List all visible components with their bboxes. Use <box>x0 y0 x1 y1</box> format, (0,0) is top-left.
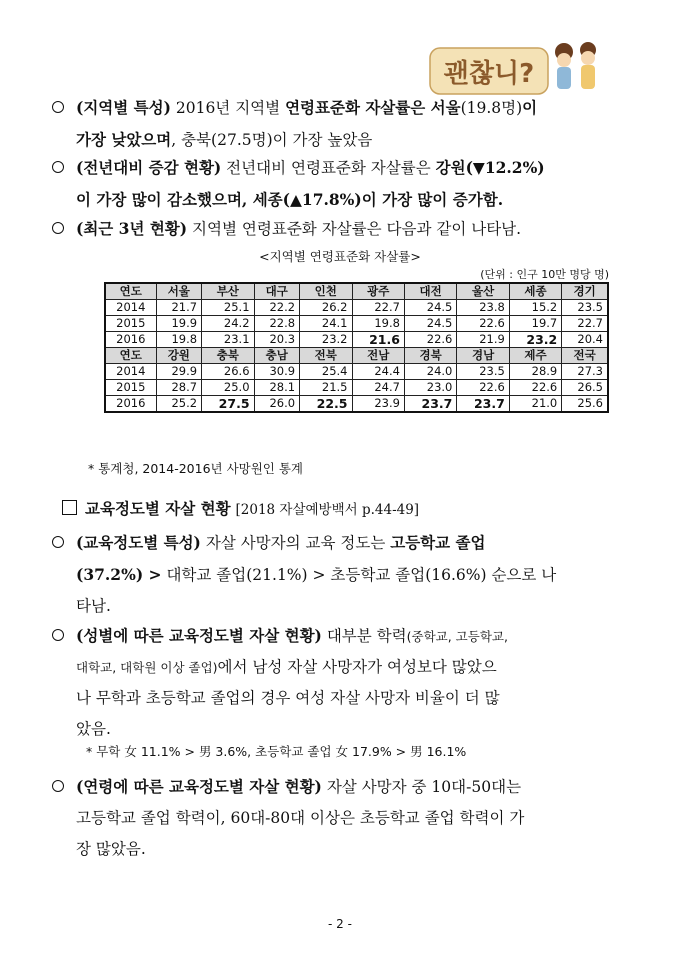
rate-cell: 22.2 <box>254 300 300 316</box>
text: 연령표준화 자살률은 <box>291 159 436 177</box>
text-bold: 이 <box>522 98 538 117</box>
section-heading <box>62 497 419 522</box>
rate-cell: 24.7 <box>352 380 404 396</box>
text-bold: 가장 낮았으며 <box>76 130 172 149</box>
rate-cell: 25.2 <box>156 396 202 413</box>
rate-cell: 23.7 <box>457 396 509 413</box>
table-header-cell: 연도 <box>105 348 156 364</box>
circle-bullet-icon <box>52 629 64 641</box>
table-row <box>105 380 608 396</box>
rate-cell: 24.2 <box>202 316 254 332</box>
rate-cell: 22.6 <box>457 380 509 396</box>
text: 았음. <box>76 720 111 738</box>
heading: (전년대비 증감 현황) <box>76 158 222 177</box>
text-small: 대학교, 대학원 이상 졸업) <box>76 660 218 675</box>
table-header-row <box>105 283 608 300</box>
rate-cell: 23.2 <box>300 332 352 348</box>
paragraph-education-by-gender <box>76 620 621 745</box>
text: 장 많았음. <box>76 840 146 858</box>
rate-cell: 25.4 <box>300 364 352 380</box>
heading: (지역별 특성) <box>76 98 171 117</box>
rate-cell: 28.9 <box>509 364 561 380</box>
table-header-cell: 전국 <box>562 348 608 364</box>
text: 자살 사망자의 교육 정도는 <box>200 534 391 552</box>
year-cell: 2014 <box>105 300 156 316</box>
table-header-cell: 제주 <box>509 348 561 364</box>
heading: (연령에 따른 교육정도별 자살 현황) <box>76 777 322 796</box>
text: 대부분 학력 <box>321 627 407 645</box>
rate-cell: 21.9 <box>457 332 509 348</box>
rate-cell: 19.7 <box>509 316 561 332</box>
gender-note: * 무학 女 11.1% > 男 3.6%, 초등학교 졸업 女 17.9% > 男 16.1% <box>86 744 467 759</box>
table-header-cell: 울산 <box>457 283 509 300</box>
table-header-cell: 서울 <box>156 283 202 300</box>
rate-cell: 26.2 <box>300 300 352 316</box>
rate-cell: 24.0 <box>404 364 456 380</box>
table-header-cell: 전남 <box>352 348 404 364</box>
page-number: - 2 - <box>328 917 352 931</box>
logo-text: 괜찮니? <box>443 59 535 89</box>
paragraph-recent-3yr <box>76 213 621 245</box>
table-unit: (단위 : 인구 10만 명당 명) <box>480 268 609 281</box>
year-cell: 2015 <box>105 316 156 332</box>
rate-cell: 30.9 <box>254 364 300 380</box>
rate-cell: 19.8 <box>156 332 202 348</box>
rate-cell: 23.1 <box>202 332 254 348</box>
rate-cell: 23.2 <box>509 332 561 348</box>
rate-cell: 22.6 <box>457 316 509 332</box>
rate-cell: 23.8 <box>457 300 509 316</box>
rate-cell: 22.6 <box>404 332 456 348</box>
rate-cell: 21.7 <box>156 300 202 316</box>
year-cell: 2016 <box>105 396 156 413</box>
text: 고등학교 졸업 학력이, 60대-80대 이상은 초등학교 졸업 학력이 가 <box>76 809 525 827</box>
paragraph-education-by-age <box>76 771 621 865</box>
table-header-cell: 연도 <box>105 283 156 300</box>
text-bold: 강원(▼12.2%) <box>435 158 545 177</box>
rate-cell: 25.6 <box>562 396 608 413</box>
text-small: (중학교, 고등학교, <box>406 629 508 644</box>
paragraph-regional-characteristics <box>76 92 621 156</box>
table-row <box>105 396 608 413</box>
rate-cell: 22.8 <box>254 316 300 332</box>
rate-cell: 20.3 <box>254 332 300 348</box>
table-row <box>105 364 608 380</box>
paragraph-yoy-change <box>76 152 621 215</box>
table-header-cell: 인천 <box>300 283 352 300</box>
table-header-cell: 충북 <box>202 348 254 364</box>
table-header-cell: 강원 <box>156 348 202 364</box>
text: (19.8명) <box>460 99 523 117</box>
table-row <box>105 316 608 332</box>
table-header-cell: 대전 <box>404 283 456 300</box>
text-bold: 고등학교 졸업 <box>390 533 486 552</box>
rate-cell: 21.6 <box>352 332 404 348</box>
square-bullet-icon <box>62 500 77 515</box>
rate-cell: 15.2 <box>509 300 561 316</box>
text-bold: 연령표준화 자살률은 서울 <box>285 98 461 117</box>
circle-bullet-icon <box>52 161 64 173</box>
table-header-cell: 경북 <box>404 348 456 364</box>
rate-cell: 28.7 <box>156 380 202 396</box>
table-header-cell: 부산 <box>202 283 254 300</box>
circle-bullet-icon <box>52 101 64 113</box>
rate-cell: 25.0 <box>202 380 254 396</box>
table-header-cell: 경기 <box>562 283 608 300</box>
rate-cell: 20.4 <box>562 332 608 348</box>
text: 2016년 지역별 <box>170 99 286 117</box>
rate-cell: 23.7 <box>404 396 456 413</box>
rate-cell: 22.6 <box>509 380 561 396</box>
text: 나 무학과 초등학교 졸업의 경우 여성 자살 사망자 비율이 더 많 <box>76 689 500 707</box>
rate-cell: 24.5 <box>404 316 456 332</box>
rate-cell: 26.6 <box>202 364 254 380</box>
text-bold: 이 가장 많이 감소했으며, 세종(▲17.8%)이 가장 많이 증가함. <box>76 190 504 209</box>
suicide-rate-table <box>104 282 609 413</box>
source-note: * 통계청, 2014-2016년 사망원인 통계 <box>88 461 304 476</box>
rate-cell: 27.5 <box>202 396 254 413</box>
rate-cell: 22.7 <box>352 300 404 316</box>
rate-cell: 24.5 <box>404 300 456 316</box>
text: 대학교 졸업(21.1%) > 초등학교 졸업(16.6%) 순으로 나 <box>161 566 557 584</box>
year-cell: 2016 <box>105 332 156 348</box>
section-title: 교육정도별 자살 현황 <box>85 499 231 518</box>
rate-cell: 24.4 <box>352 364 404 380</box>
rate-cell: 29.9 <box>156 364 202 380</box>
table-header-cell: 세종 <box>509 283 561 300</box>
rate-cell: 23.9 <box>352 396 404 413</box>
circle-bullet-icon <box>52 222 64 234</box>
table-header-cell: 대구 <box>254 283 300 300</box>
table-header-cell: 충남 <box>254 348 300 364</box>
rate-cell: 19.8 <box>352 316 404 332</box>
rate-cell: 26.5 <box>562 380 608 396</box>
table-header-cell: 광주 <box>352 283 404 300</box>
text: 자살 사망자 중 10대-50대는 <box>321 778 522 796</box>
heading: (교육정도별 특성) <box>76 533 201 552</box>
heading: (성별에 따른 교육정도별 자살 현황) <box>76 626 322 645</box>
text: 타남. <box>76 597 111 615</box>
rate-cell: 23.5 <box>562 300 608 316</box>
rate-cell: 22.7 <box>562 316 608 332</box>
rate-cell: 25.1 <box>202 300 254 316</box>
circle-bullet-icon <box>52 536 64 548</box>
year-cell: 2014 <box>105 364 156 380</box>
table-header-cell: 경남 <box>457 348 509 364</box>
text-bold: (37.2%) > <box>76 565 162 584</box>
rate-cell: 23.0 <box>404 380 456 396</box>
table-header-row <box>105 348 608 364</box>
rate-cell: 26.0 <box>254 396 300 413</box>
table-header-cell: 전북 <box>300 348 352 364</box>
rate-cell: 28.1 <box>254 380 300 396</box>
table-row <box>105 332 608 348</box>
rate-cell: 19.9 <box>156 316 202 332</box>
heading: (최근 3년 현황) <box>76 219 188 238</box>
rate-cell: 21.0 <box>509 396 561 413</box>
text: 지역별 연령표준화 자살률은 다음과 같이 나타남. <box>187 220 522 238</box>
table-row <box>105 300 608 316</box>
text: 전년대비 <box>221 159 291 177</box>
rate-cell: 24.1 <box>300 316 352 332</box>
text: 에서 남성 자살 사망자가 여성보다 많았으 <box>217 658 497 676</box>
circle-bullet-icon <box>52 780 64 792</box>
rate-cell: 23.5 <box>457 364 509 380</box>
table-caption: <지역별 연령표준화 자살률> <box>259 249 421 264</box>
paragraph-education-characteristics <box>76 527 621 622</box>
text: , 충북(27.5명)이 가장 높았음 <box>171 131 373 149</box>
rate-cell: 22.5 <box>300 396 352 413</box>
rate-cell: 27.3 <box>562 364 608 380</box>
rate-cell: 21.5 <box>300 380 352 396</box>
section-reference: [2018 자살예방백서 p.44-49] <box>235 502 420 518</box>
year-cell: 2015 <box>105 380 156 396</box>
